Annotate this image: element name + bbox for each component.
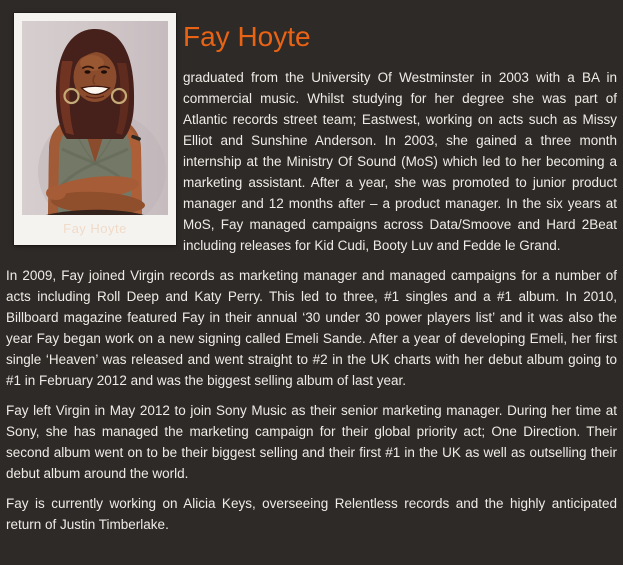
bio-paragraph-2: In 2009, Fay joined Virgin records as marketing manager and managed campaigns for a number of acts including Roll Deep and Katy Perry. This led to three, #1 singles and a #1 album. In 2010, Billboard magazine featured Fay in their annual ‘30 under 30 power players list’ and it was also the year Fay began work on a new signing called Emeli Sande. After a year of developing Emeli, her first single ‘Heaven’ was released and went straight to #2 in the UK charts with her debut album going to #1 in February 2012 and was the biggest selling album of last year. <box>6 268 617 388</box>
profile-photo <box>22 21 168 215</box>
page-title: Fay Hoyte <box>183 21 311 52</box>
photo-caption: Fay Hoyte <box>63 221 127 236</box>
bio-paragraph-1: graduated from the University Of Westminster in 2003 with a BA in commercial music. Whilst studying for her degree she was part of Atlantic records street team; Eastwest, working on acts such as Missy Elliot and Sunshine Anderson. In 2003, she gained a three month internship at the Ministry Of Sound (MoS) which led to her becoming a marketing assistant. After a year, she was promoted to junior product manager and 12 months after – a product manager. In the six years at MoS, Fay managed campaigns across Data/Smoove and Hard 2Beat including releases for Kid Cudi, Booty Luv and Fedde le Grand. <box>183 70 617 253</box>
bio-paragraph-4: Fay is currently working on Alicia Keys, overseeing Relentless records and the highly anticipated return of Justin Timberlake. <box>6 496 617 532</box>
eyes <box>85 70 91 73</box>
bio-paragraph-3: Fay left Virgin in May 2012 to join Sony Music as their senior marketing manager. During her time at Sony, she has managed the marketing campaign for their global priority act; One Direction. Their second album went on to be their biggest selling and their first #1 in the UK as well as outselling their debut album around the world. <box>6 403 617 481</box>
profile-photo-frame <box>14 13 176 245</box>
